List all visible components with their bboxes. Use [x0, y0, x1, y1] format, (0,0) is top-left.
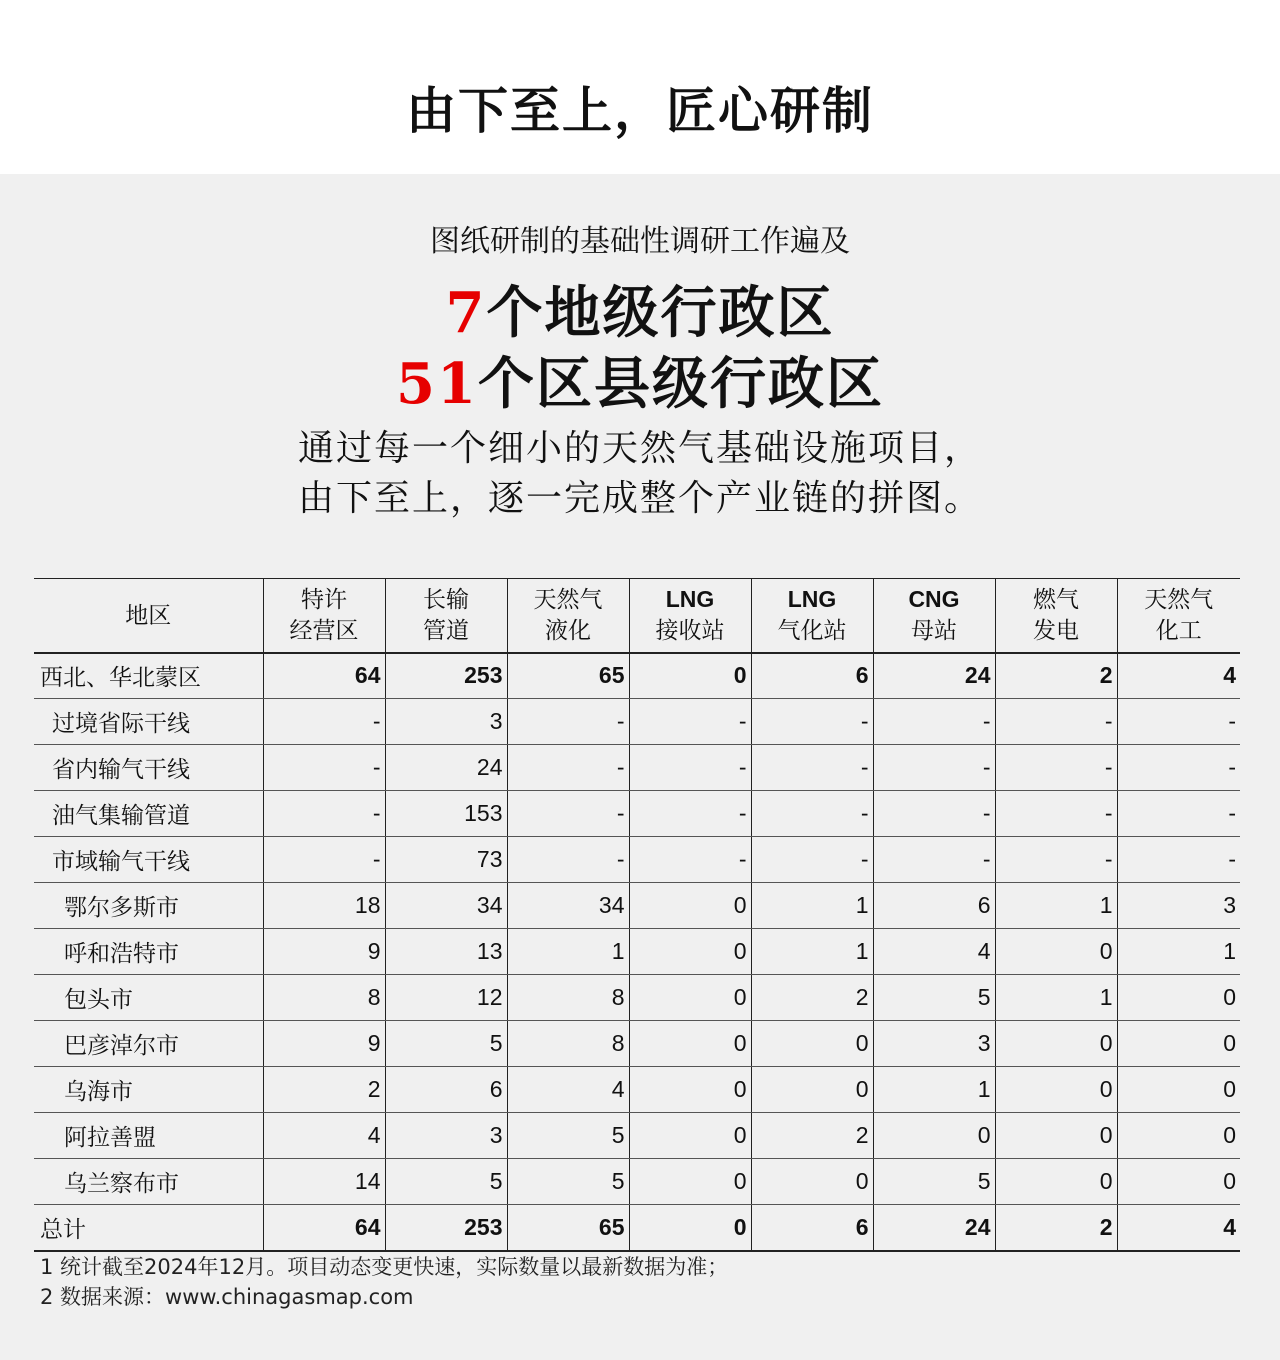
value-cell: 64: [263, 1205, 385, 1251]
region-cell: 呼和浩特市: [34, 929, 263, 975]
value-cell: 4: [507, 1067, 629, 1113]
table-body: [34, 653, 1240, 1251]
value-cell: 4: [1117, 653, 1240, 699]
value-cell: -: [263, 699, 385, 745]
value-cell: 34: [385, 883, 507, 929]
region-cell: 省内输气干线: [34, 745, 263, 791]
column-header-line-1: 燃气: [1033, 586, 1079, 613]
value-cell: 8: [263, 975, 385, 1021]
value-cell: 0: [751, 1067, 873, 1113]
column-header: [995, 579, 1117, 653]
column-header-line-1: 特许: [301, 586, 347, 613]
value-cell: 5: [873, 975, 995, 1021]
value-cell: 0: [1117, 1021, 1240, 1067]
value-cell: 24: [873, 1205, 995, 1251]
value-cell: 2: [751, 1113, 873, 1159]
column-header-line-2: 母站: [911, 617, 957, 644]
value-cell: -: [263, 745, 385, 791]
value-cell: 14: [263, 1159, 385, 1205]
value-cell: 2: [751, 975, 873, 1021]
value-cell: -: [629, 837, 751, 883]
stat-prefecture-number: 7: [445, 280, 487, 346]
stat-prefecture: [0, 278, 1280, 349]
value-cell: 3: [873, 1021, 995, 1067]
value-cell: 8: [507, 975, 629, 1021]
value-cell: 5: [385, 1021, 507, 1067]
value-cell: 1: [995, 975, 1117, 1021]
value-cell: -: [995, 745, 1117, 791]
stat-county-number: 51: [396, 351, 478, 417]
column-header-line-1: LNG: [787, 586, 837, 613]
value-cell: 0: [995, 1113, 1117, 1159]
value-cell: 1: [873, 1067, 995, 1113]
value-cell: 1: [1117, 929, 1240, 975]
value-cell: 34: [507, 883, 629, 929]
value-cell: 4: [263, 1113, 385, 1159]
table-row: [34, 1113, 1240, 1159]
region-cell: 乌兰察布市: [34, 1159, 263, 1205]
column-header-line-2: 发电: [1033, 617, 1079, 644]
table-row: [34, 975, 1240, 1021]
stat-county: [0, 349, 1280, 420]
value-cell: 9: [263, 1021, 385, 1067]
value-cell: -: [1117, 837, 1240, 883]
column-header-line-2: 管道: [423, 617, 469, 644]
value-cell: -: [751, 699, 873, 745]
value-cell: 0: [751, 1159, 873, 1205]
stat-county-label: 个区县级行政区: [477, 352, 884, 417]
value-cell: -: [507, 837, 629, 883]
value-cell: -: [873, 837, 995, 883]
table-row: [34, 929, 1240, 975]
value-cell: 0: [629, 883, 751, 929]
value-cell: 24: [385, 745, 507, 791]
value-cell: 5: [873, 1159, 995, 1205]
value-cell: 0: [629, 1021, 751, 1067]
value-cell: 1: [751, 929, 873, 975]
header-row: [34, 579, 1240, 653]
value-cell: 0: [629, 1067, 751, 1113]
value-cell: 0: [1117, 1159, 1240, 1205]
region-cell: 巴彦淖尔市: [34, 1021, 263, 1067]
column-header: [1117, 579, 1240, 653]
footnote-2: 2 数据来源：www.chinagasmap.com: [40, 1285, 414, 1309]
value-cell: 0: [629, 929, 751, 975]
value-cell: 3: [1117, 883, 1240, 929]
value-cell: 0: [995, 929, 1117, 975]
value-cell: 3: [385, 699, 507, 745]
table-row: [34, 791, 1240, 837]
intro-description: [0, 424, 1280, 524]
value-cell: -: [995, 837, 1117, 883]
column-header-line-2: 接收站: [655, 617, 725, 644]
value-cell: -: [995, 699, 1117, 745]
value-cell: 6: [751, 653, 873, 699]
value-cell: 0: [629, 975, 751, 1021]
value-cell: -: [873, 791, 995, 837]
value-cell: -: [263, 837, 385, 883]
column-header-line-2: 液化: [545, 617, 591, 644]
value-cell: 0: [751, 1021, 873, 1067]
value-cell: 0: [873, 1113, 995, 1159]
column-header-line-2: 气化站: [777, 617, 847, 644]
value-cell: -: [629, 745, 751, 791]
column-header-line-1: CNG: [908, 586, 960, 613]
value-cell: 0: [1117, 1067, 1240, 1113]
value-cell: 6: [873, 883, 995, 929]
value-cell: -: [629, 791, 751, 837]
region-cell: 西北、华北蒙区: [34, 653, 263, 699]
column-header: [873, 579, 995, 653]
value-cell: 1: [751, 883, 873, 929]
column-header: [629, 579, 751, 653]
value-cell: 24: [873, 653, 995, 699]
column-header: [263, 579, 385, 653]
column-header-line-1: 长输: [423, 586, 469, 613]
column-header: [34, 579, 263, 653]
value-cell: 3: [385, 1113, 507, 1159]
value-cell: 2: [263, 1067, 385, 1113]
table-row: [34, 1159, 1240, 1205]
footnotes: [40, 1252, 728, 1312]
page-title: 由下至上，匠心研制: [406, 82, 874, 140]
value-cell: 4: [1117, 1205, 1240, 1251]
table-row: [34, 837, 1240, 883]
column-header: [507, 579, 629, 653]
value-cell: -: [1117, 699, 1240, 745]
value-cell: -: [995, 791, 1117, 837]
value-cell: 2: [995, 653, 1117, 699]
value-cell: 8: [507, 1021, 629, 1067]
footnote-1: 1 统计截至2024年12月。项目动态变更快速，实际数量以最新数据为准；: [40, 1255, 729, 1279]
value-cell: 0: [1117, 975, 1240, 1021]
value-cell: 73: [385, 837, 507, 883]
column-header-line-1: 地区: [125, 601, 172, 628]
column-header: [385, 579, 507, 653]
region-cell: 市域输气干线: [34, 837, 263, 883]
column-header-line-1: 天然气: [1144, 586, 1214, 613]
value-cell: 18: [263, 883, 385, 929]
value-cell: 13: [385, 929, 507, 975]
region-cell: 鄂尔多斯市: [34, 883, 263, 929]
region-cell: 油气集输管道: [34, 791, 263, 837]
value-cell: 0: [995, 1159, 1117, 1205]
description-line-1: 通过每一个细小的天然气基础设施项目，: [297, 428, 982, 469]
stat-prefecture-label: 个地级行政区: [486, 281, 835, 346]
column-header-line-2: 化工: [1155, 617, 1202, 644]
value-cell: 5: [507, 1113, 629, 1159]
value-cell: 0: [629, 1159, 751, 1205]
value-cell: 64: [263, 653, 385, 699]
table-row: [34, 883, 1240, 929]
value-cell: 1: [507, 929, 629, 975]
value-cell: 12: [385, 975, 507, 1021]
column-header-line-1: LNG: [665, 586, 715, 613]
value-cell: 5: [507, 1159, 629, 1205]
value-cell: 153: [385, 791, 507, 837]
column-header-line-1: 天然气: [533, 586, 603, 613]
value-cell: -: [629, 699, 751, 745]
value-cell: -: [751, 745, 873, 791]
value-cell: -: [263, 791, 385, 837]
value-cell: 6: [385, 1067, 507, 1113]
value-cell: -: [873, 699, 995, 745]
value-cell: 0: [995, 1021, 1117, 1067]
header-banner: [0, 0, 1280, 174]
value-cell: 4: [873, 929, 995, 975]
value-cell: 253: [385, 1205, 507, 1251]
value-cell: 253: [385, 653, 507, 699]
description-line-2: 由下至上，逐一完成整个产业链的拼图。: [297, 478, 982, 519]
table-row: [34, 653, 1240, 699]
value-cell: -: [751, 837, 873, 883]
value-cell: -: [1117, 745, 1240, 791]
region-cell: 阿拉善盟: [34, 1113, 263, 1159]
table-row: [34, 699, 1240, 745]
table-header: [34, 579, 1240, 653]
column-header-line-2: 经营区: [289, 617, 359, 644]
value-cell: 6: [751, 1205, 873, 1251]
value-cell: 0: [629, 1205, 751, 1251]
table-row: [34, 1021, 1240, 1067]
value-cell: -: [507, 745, 629, 791]
value-cell: 65: [507, 1205, 629, 1251]
value-cell: 1: [995, 883, 1117, 929]
value-cell: 0: [995, 1067, 1117, 1113]
value-cell: 0: [629, 1113, 751, 1159]
value-cell: 2: [995, 1205, 1117, 1251]
region-cell: 总计: [34, 1205, 263, 1251]
value-cell: 0: [1117, 1113, 1240, 1159]
statistics-table: [34, 578, 1240, 1252]
value-cell: 0: [629, 653, 751, 699]
column-header: [751, 579, 873, 653]
intro-lead: 图纸研制的基础性调研工作遍及: [430, 224, 850, 259]
value-cell: 5: [385, 1159, 507, 1205]
table-row: [34, 745, 1240, 791]
region-cell: 包头市: [34, 975, 263, 1021]
value-cell: -: [873, 745, 995, 791]
table-row: [34, 1067, 1240, 1113]
region-cell: 乌海市: [34, 1067, 263, 1113]
region-cell: 过境省际干线: [34, 699, 263, 745]
value-cell: -: [1117, 791, 1240, 837]
value-cell: -: [507, 791, 629, 837]
value-cell: -: [507, 699, 629, 745]
table-row: [34, 1205, 1240, 1251]
value-cell: 65: [507, 653, 629, 699]
intro-section: [0, 174, 1280, 524]
value-cell: 9: [263, 929, 385, 975]
value-cell: -: [751, 791, 873, 837]
